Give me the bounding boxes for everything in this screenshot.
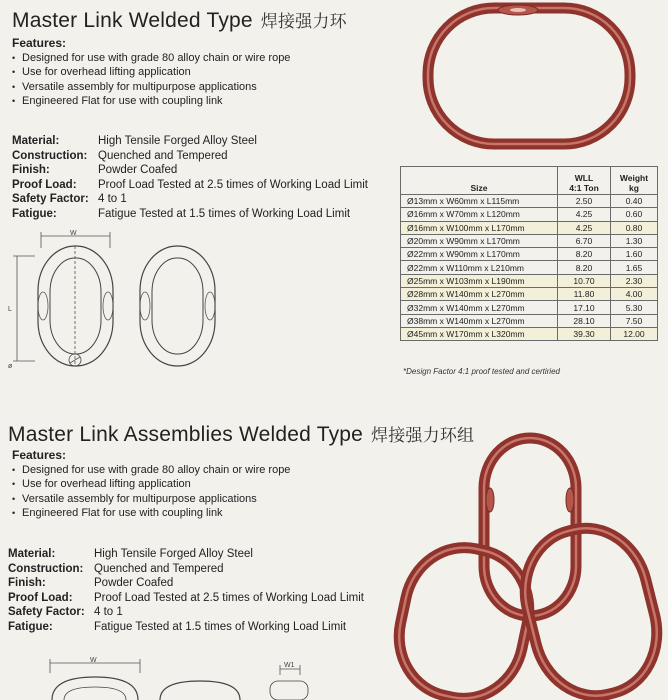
spec-value: Proof Load Tested at 2.5 times of Working Load Limit	[98, 178, 368, 191]
table-row	[401, 221, 658, 234]
wll-cell: 8.20	[558, 248, 611, 261]
feature-item: • Versatile assembly for multipurpose applications	[12, 492, 290, 506]
spec-label: Finish:	[12, 164, 50, 177]
wll-cell: 8.20	[558, 261, 611, 274]
wll-cell: 6.70	[558, 234, 611, 247]
size-cell: Ø32mm x W140mm x L270mm	[401, 301, 558, 314]
spec-value: Quenched and Tempered	[94, 562, 224, 575]
weight-cell: 1.65	[611, 261, 658, 274]
weight-cell: 2.30	[611, 274, 658, 287]
weight-header-line2: kg	[629, 183, 639, 193]
wll-cell: 4.25	[558, 208, 611, 221]
wll-cell: 39.30	[558, 327, 611, 340]
size-table	[400, 166, 658, 341]
spec-label: Material:	[12, 135, 60, 147]
section2-title-cn: 焊接强力环组	[371, 426, 475, 446]
spec-value: High Tensile Forged Alloy Steel	[98, 135, 257, 147]
size-cell: Ø22mm x W90mm x L170mm	[401, 248, 558, 261]
section2-title-en: Master Link Assemblies Welded Type	[8, 423, 364, 446]
wll-header-line1: WLL	[574, 173, 594, 183]
size-cell: Ø20mm x W90mm x L170mm	[401, 234, 558, 247]
spec-value: Fatigue Tested at 1.5 times of Working Load Limit	[94, 620, 347, 633]
weight-cell: 7.50	[611, 314, 658, 327]
spec-label: Construction:	[8, 562, 84, 575]
table-row	[401, 327, 658, 340]
weight-header	[611, 167, 658, 195]
weight-cell: 4.00	[611, 288, 658, 301]
wll-cell: 17.10	[558, 301, 611, 314]
spec-label: Safety Factor:	[8, 606, 85, 619]
feature-item: • Use for overhead lifting application	[12, 477, 290, 491]
table-row	[401, 208, 658, 221]
spec-label: Safety Factor:	[12, 193, 89, 206]
spec-label: Construction:	[12, 149, 88, 162]
master-link-image	[418, 2, 640, 150]
size-header: Size	[401, 167, 558, 195]
size-cell: Ø16mm x W100mm x L170mm	[401, 221, 558, 234]
table-row	[401, 195, 658, 208]
size-cell: Ø16mm x W70mm x L120mm	[401, 208, 558, 221]
wll-cell: 2.50	[558, 195, 611, 208]
table-row	[401, 261, 658, 274]
spec-label: Fatigue:	[12, 207, 57, 220]
weight-cell: 12.00	[611, 327, 658, 340]
weight-cell: 1.60	[611, 248, 658, 261]
weight-cell: 0.80	[611, 221, 658, 234]
weight-cell: 5.30	[611, 301, 658, 314]
size-cell: Ø22mm x W110mm x L210mm	[401, 261, 558, 274]
spec-value: Quenched and Tempered	[98, 149, 228, 162]
label-w: W	[70, 230, 77, 237]
section1-dimension-drawing	[5, 226, 230, 376]
feature-item: • Use for overhead lifting application	[12, 65, 290, 79]
weight-cell: 0.60	[611, 208, 658, 221]
section1-spec-table	[12, 134, 368, 222]
weight-cell: 1.30	[611, 234, 658, 247]
wll-cell: 4.25	[558, 221, 611, 234]
master-link-assembly-image	[392, 430, 668, 700]
weight-cell: 0.40	[611, 195, 658, 208]
wll-header	[558, 167, 611, 195]
section1-title-en: Master Link Welded Type	[12, 9, 253, 32]
wll-cell: 10.70	[558, 274, 611, 287]
feature-item: • Designed for use with grade 80 alloy chain or wire rope	[12, 51, 290, 65]
section1-features-list	[12, 51, 290, 109]
spec-value: 4 to 1	[98, 193, 127, 206]
table-row	[401, 288, 658, 301]
table-row	[401, 274, 658, 287]
spec-value: 4 to 1	[94, 606, 123, 619]
spec-value: Proof Load Tested at 2.5 times of Working Load Limit	[94, 591, 364, 604]
feature-item: • Engineered Flat for use with coupling link	[12, 506, 290, 520]
feature-item: • Designed for use with grade 80 alloy chain or wire rope	[12, 463, 290, 477]
table-row	[401, 301, 658, 314]
spec-label: Fatigue:	[8, 620, 53, 633]
label-w: W	[90, 657, 97, 664]
section2-spec-table	[8, 547, 364, 635]
feature-item: • Versatile assembly for multipurpose applications	[12, 80, 290, 94]
section1-title	[12, 7, 347, 33]
wll-cell: 28.10	[558, 314, 611, 327]
spec-value: High Tensile Forged Alloy Steel	[94, 548, 253, 560]
section1-features-heading: Features:	[12, 36, 67, 50]
section2-features-heading: Features:	[12, 448, 67, 462]
link-side-view	[140, 246, 215, 366]
spec-label: Proof Load:	[8, 591, 73, 604]
label-d: ø	[8, 363, 13, 370]
section2-features-list	[12, 463, 290, 521]
section1-title-cn: 焊接强力环	[260, 12, 347, 32]
size-cell: Ø38mm x W140mm x L270mm	[401, 314, 558, 327]
size-cell: Ø13mm x W60mm x L115mm	[401, 195, 558, 208]
spec-value: Fatigue Tested at 1.5 times of Working Load Limit	[98, 207, 351, 220]
assembly-side-view	[160, 681, 240, 700]
table-row	[401, 248, 658, 261]
size-cell: Ø28mm x W140mm x L270mm	[401, 288, 558, 301]
size-cell: Ø25mm x W103mm x L190mm	[401, 274, 558, 287]
spec-label: Proof Load:	[12, 178, 77, 191]
spec-value: Powder Coafed	[98, 164, 178, 177]
spec-value: Powder Coafed	[94, 577, 174, 590]
feature-item: • Engineered Flat for use with coupling link	[12, 94, 290, 108]
spec-label: Finish:	[8, 577, 46, 590]
size-cell: Ø45mm x W170mm x L320mm	[401, 327, 558, 340]
wll-header-line2: 4:1 Ton	[569, 183, 599, 193]
spec-label: Material:	[8, 548, 56, 560]
link-front-view	[38, 246, 113, 366]
label-l: L	[8, 306, 12, 313]
label-w1: W1	[284, 662, 295, 669]
table-footnote: *Design Factor 4:1 proof tested and certiried	[403, 367, 560, 376]
wll-cell: 11.80	[558, 288, 611, 301]
section2-dimension-drawing	[30, 655, 320, 700]
weight-header-line1: Weight	[619, 173, 649, 183]
table-row	[401, 314, 658, 327]
table-row	[401, 234, 658, 247]
